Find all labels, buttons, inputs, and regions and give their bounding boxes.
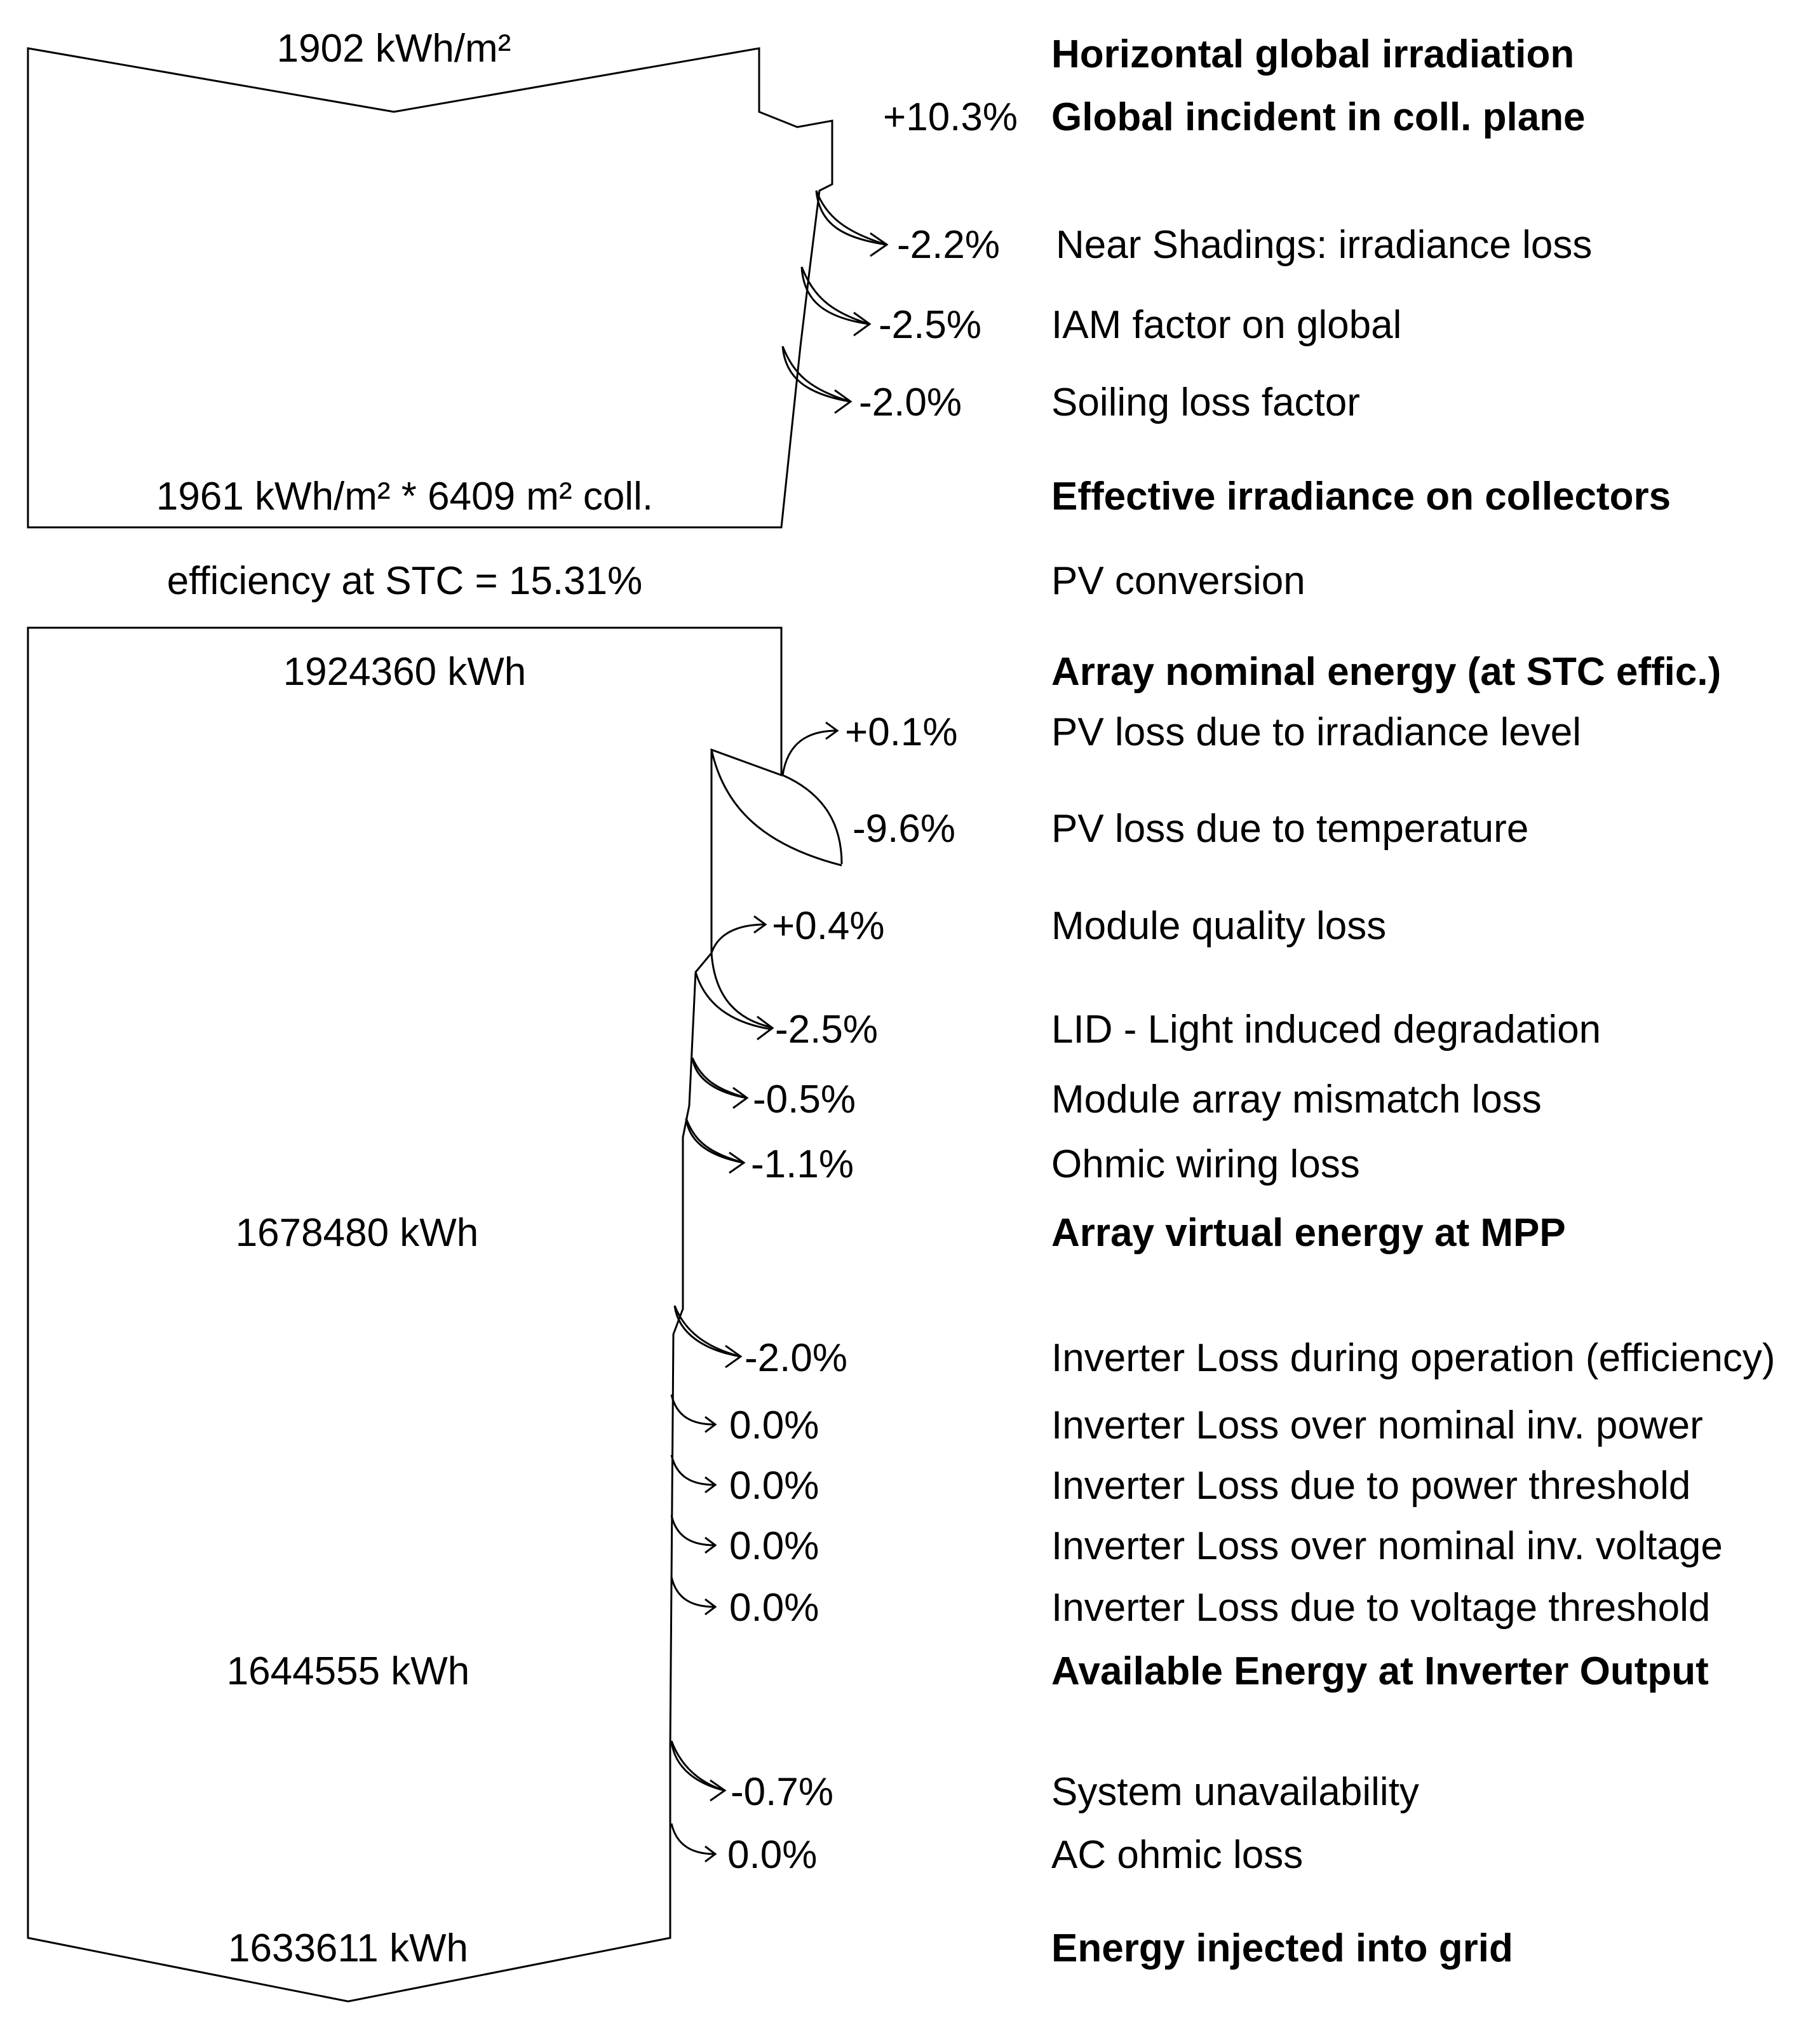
step-pct-module-quality: +0.4% xyxy=(772,904,885,948)
array-mpp-energy-value: 1678480 kWh xyxy=(235,1211,479,1255)
step-label-unavailability: System unavailability xyxy=(1051,1770,1419,1814)
energy-flow-box xyxy=(28,628,781,2001)
loss-arrow-soiling xyxy=(783,346,851,413)
step-label-inverter-power: Inverter Loss over nominal inv. power xyxy=(1051,1404,1703,1447)
loss-arrow-near-shading xyxy=(816,191,887,256)
loss-arrow-voltage-threshold xyxy=(671,1577,715,1614)
loss-arrow-mismatch xyxy=(692,1058,747,1108)
step-pct-lid: -2.5% xyxy=(775,1008,878,1052)
loss-arrow-iam xyxy=(802,267,870,335)
step-label-lid: LID - Light induced degradation xyxy=(1051,1008,1601,1052)
loss-arrow-inverter-operation xyxy=(675,1306,741,1367)
loss-arrow-unavailability xyxy=(671,1741,725,1801)
step-pct-temperature: -9.6% xyxy=(853,807,955,851)
pv-conversion-label: PV conversion xyxy=(1051,559,1305,603)
step-label-module-quality: Module quality loss xyxy=(1051,904,1387,948)
step-pct-unavailability: -0.7% xyxy=(731,1770,833,1814)
step-label-near-shadings: Near Shadings: irradiance loss xyxy=(1056,223,1593,267)
step-label-power-threshold: Inverter Loss due to power threshold xyxy=(1051,1464,1691,1508)
grid-energy-value: 1633611 kWh xyxy=(228,1926,468,1970)
step-label-inverter-output: Available Energy at Inverter Output xyxy=(1051,1649,1709,1693)
array-nominal-energy-value: 1924360 kWh xyxy=(283,650,527,694)
step-label-mismatch: Module array mismatch loss xyxy=(1051,1078,1542,1121)
loss-arrow-ac-ohmic xyxy=(671,1823,715,1862)
step-label-inverter-voltage: Inverter Loss over nominal inv. voltage xyxy=(1051,1524,1723,1568)
horizontal-irradiation-value: 1902 kWh/m² xyxy=(276,27,511,71)
step-label-effective-irradiance: Effective irradiance on collectors xyxy=(1051,475,1671,518)
loss-arrow-inverter-voltage xyxy=(671,1515,715,1553)
loss-arrow-ohmic-wiring xyxy=(686,1118,744,1173)
step-pct-iam: -2.5% xyxy=(879,303,981,347)
step-label-global-incident: Global incident in coll. plane xyxy=(1051,95,1586,139)
step-label-voltage-threshold: Inverter Loss due to voltage threshold xyxy=(1051,1586,1711,1630)
step-label-horizontal-irradiation: Horizontal global irradiation xyxy=(1051,32,1575,76)
step-label-irradiance-level: PV loss due to irradiance level xyxy=(1051,710,1582,754)
irradiation-flow-box xyxy=(28,48,832,527)
gain-arrow-irradiance-level xyxy=(783,722,837,775)
step-label-ohmic-wiring: Ohmic wiring loss xyxy=(1051,1142,1360,1186)
step-label-array-mpp: Array virtual energy at MPP xyxy=(1051,1211,1566,1255)
step-pct-voltage-threshold: 0.0% xyxy=(729,1586,819,1630)
loss-arrow-inverter-power xyxy=(671,1395,715,1432)
gain-arrow-module-quality xyxy=(711,916,765,953)
step-label-soiling: Soiling loss factor xyxy=(1051,381,1360,424)
loss-arrow-power-threshold xyxy=(671,1455,715,1492)
step-pct-inverter-operation: -2.0% xyxy=(745,1336,847,1380)
effective-irradiance-value: 1961 kWh/m² * 6409 m² coll. xyxy=(156,475,654,518)
step-pct-inverter-power: 0.0% xyxy=(729,1404,819,1447)
step-pct-mismatch: -0.5% xyxy=(753,1078,856,1121)
step-pct-ohmic-wiring: -1.1% xyxy=(751,1142,854,1186)
step-label-inverter-operation: Inverter Loss during operation (efficiency) xyxy=(1051,1336,1776,1380)
loss-arrow-temperature xyxy=(711,750,842,865)
step-pct-soiling: -2.0% xyxy=(859,381,962,424)
step-pct-power-threshold: 0.0% xyxy=(729,1464,819,1508)
step-pct-inverter-voltage: 0.0% xyxy=(729,1524,819,1568)
step-label-grid-injection: Energy injected into grid xyxy=(1051,1926,1513,1970)
step-pct-irradiance-level: +0.1% xyxy=(845,710,958,754)
step-pct-ac-ohmic: 0.0% xyxy=(727,1833,818,1877)
step-label-iam: IAM factor on global xyxy=(1051,303,1402,347)
step-label-array-nominal: Array nominal energy (at STC effic.) xyxy=(1051,650,1722,694)
stc-efficiency-value: efficiency at STC = 15.31% xyxy=(166,559,643,603)
step-pct-near-shadings: -2.2% xyxy=(897,223,1000,267)
step-label-ac-ohmic: AC ohmic loss xyxy=(1051,1833,1304,1877)
step-pct-global-incident: +10.3% xyxy=(883,95,1018,139)
loss-arrow-lid xyxy=(696,953,772,1039)
inverter-output-energy-value: 1644555 kWh xyxy=(226,1649,470,1693)
step-label-temperature: PV loss due to temperature xyxy=(1051,807,1529,851)
